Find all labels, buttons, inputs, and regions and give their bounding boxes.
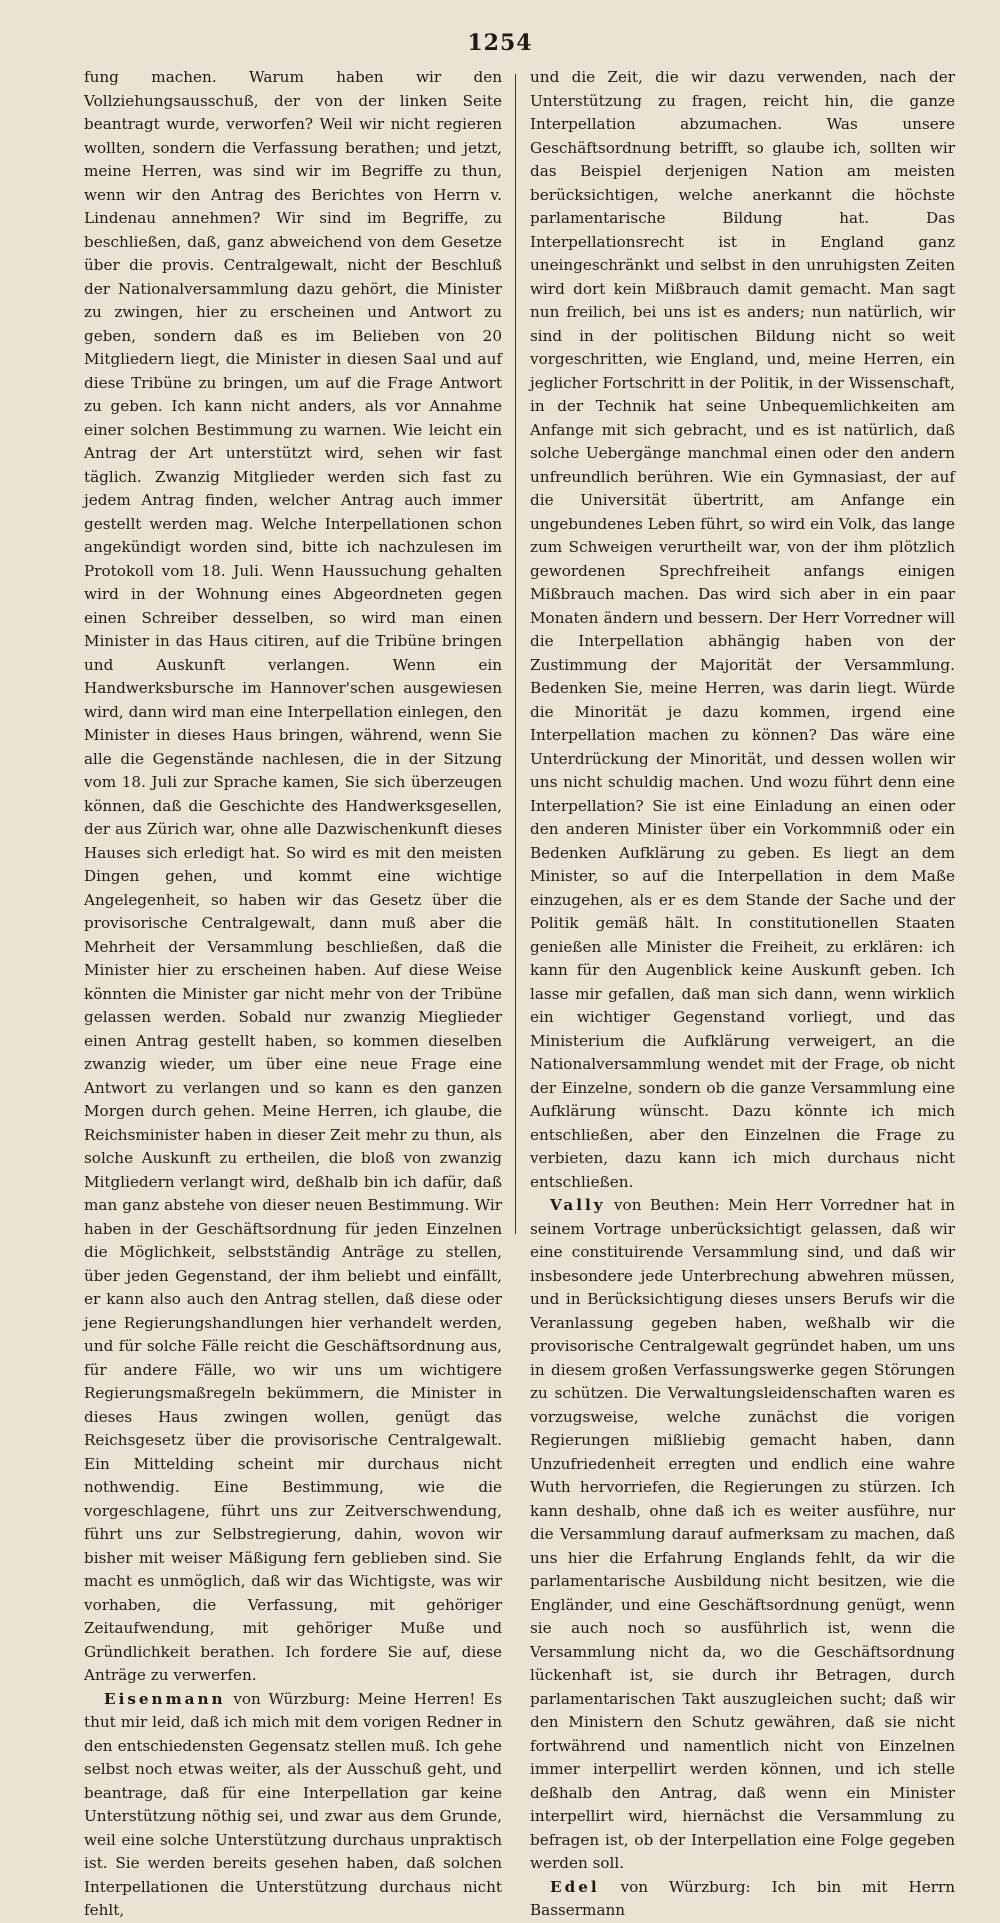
speech-paragraph	[530, 1876, 955, 1923]
column-divider	[515, 74, 516, 1234]
right-column	[530, 66, 955, 1919]
speech-paragraph	[84, 1688, 502, 1923]
paragraph: fung machen. Warum haben wir den Vollziehungsausschuß, der von der linken Seite beantragt wurde, verworfen? Weil wir nicht regieren wollten, sondern die Verfassung berathen; und jetzt, meine Herren, was sind wir im Begriffe zu thun, wenn wir den Antrag des Berichtes von Herrn v. Lindenau annehmen? Wir sind im Begriffe, zu beschließen, daß, ganz abweichend von dem Gesetze über die provis. Centralgewalt, nicht der Beschluß der Nationalversammlung dazu gehört, die Minister zu zwingen, hier zu erscheinen und Antwort zu geben, sondern daß es im Belieben von 20 Mitgliedern liegt, die Minister in diesen Saal und auf diese Tribüne zu bringen, um auf die Frage Antwort zu geben. Ich kann nicht anders, als vor Annahme einer solchen Bestimmung zu warnen. Wie leicht ein Antrag der Art unterstützt wird, sehen wir fast täglich. Zwanzig Mitglieder werden sich fast zu jedem Antrag finden, welcher Antrag auch immer gestellt werden mag. Welche Interpellationen schon angekündigt worden sind, bitte ich nachzulesen im Protokoll vom 18. Juli. Wenn Haussuchung gehalten wird in der Wohnung eines Abgeordneten gegen einen Schreiber desselben, so wird man einen Minister in das Haus citiren, auf die Tribüne bringen und Auskunft verlangen. Wenn ein Handwerksbursche im Hannover'schen ausgewiesen wird, dann wird man eine Interpellation einlegen, den Minister in dieses Haus bringen, während, wenn Sie alle die Gegenstände nachlesen, die in der Sitzung vom 18. Juli zur Sprache kamen, Sie sich überzeugen können, daß die Geschichte des Handwerksgesellen, der aus Zürich war, ohne alle Dazwischenkunft dieses Hauses sich erledigt hat. So wird es mit den meisten Dingen gehen, und kommt eine wichtige Angelegenheit, so haben wir das Gesetz über die provisorische Centralgewalt, dann muß aber die Mehrheit der Versammlung beschließen, daß die Minister hier zu erscheinen haben. Auf diese Weise könnten die Minister gar nicht mehr von der Tribüne gelassen werden. Sobald nur zwanzig Mieglieder einen Antrag gestellt haben, so kommen dieselben zwanzig wieder, um über eine neue Frage eine Antwort zu verlangen und so kann es den ganzen Morgen durch gehen. Meine Herren, ich glaube, die Reichsminister haben in dieser Zeit mehr zu thun, als solche Auskunft zu ertheilen, die bloß von zwanzig Mitgliedern verlangt wird, deßhalb bin ich dafür, daß man ganz abstehe von dieser neuen Bestimmung. Wir haben in der Geschäftsordnung für jeden Einzelnen die Möglichkeit, selbstständig Anträge zu stellen, über jeden Gegenstand, der ihm beliebt und einfällt, er kann also auch den Antrag stellen, daß diese oder jene Regierungshandlungen hier verhandelt werden, und für solche Fälle reicht die Geschäftsordnung aus, für andere Fälle, wo wir uns um wichtigere Regierungsmaßregeln bekümmern, die Minister in dieses Haus zwingen wollen, genügt das Reichsgesetz über die provisorische Centralgewalt. Ein Mittelding scheint mir durchaus nicht nothwendig. Eine Bestimmung, wie die vorgeschlagene, führt uns zur Zeitverschwendung, führt uns zur Selbstregierung, dahin, wovon wir bisher mit weiser Mäßigung fern geblieben sind. Sie macht es unmöglich, daß wir das Wichtigste, was wir vorhaben, die Verfassung, mit gehöriger Zeitaufwendung, mit gehöriger Muße und Gründlichkeit berathen. Ich fordere Sie auf, diese Anträge zu verwerfen.	[84, 68, 502, 1684]
speech-text: von Würzburg: Meine Herren! Es thut mir leid, daß ich mich mit dem vorigen Redner in den entschiedensten Gegensatz stellen muß. Ich gehe selbst noch etwas weiter, als der Ausschuß geht, und beantrage, daß für eine Interpellation gar keine Unterstützung nöthig sei, und zwar aus dem Grunde, weil eine solche Unterstützung durchaus unpraktisch ist. Sie werden bereits gesehen haben, daß solchen Interpellationen die Unterstützung durchaus nicht fehlt,	[84, 1689, 502, 1919]
speaker-name: Vally	[550, 1196, 606, 1214]
speaker-name: Edel	[550, 1877, 600, 1896]
paragraph: und die Zeit, die wir dazu verwenden, nach der Unterstützung zu fragen, reicht hin, die ganze Interpellation abzumachen. Was unsere Geschäftsordnung betrifft, so glaube ich, sollten wir das Beispiel derjenigen Nation am meisten berücksichtigen, welche anerkannt die höchste parlamentarische Bildung hat. Das Interpellationsrecht ist in England ganz uneingeschränkt und selbst in den unruhigsten Zeiten wird dort kein Mißbrauch damit gemacht. Man sagt nun freilich, bei uns ist es anders; nun natürlich, wir sind in der politischen Bildung nicht so weit vorgeschritten, wie England, und, meine Herren, ein jeglicher Fortschritt in der Politik, in der Wissenschaft, in der Technik hat seine Unbequemlichkeiten am Anfange mit sich gebracht, und es ist natürlich, daß solche Uebergänge manchmal einen oder den andern unfreundlich berühren. Wie ein Gymnasiast, der auf die Universität übertritt, am Anfange ein ungebundenes Leben führt, so wird ein Volk, das lange zum Schweigen verurtheilt war, von der ihm plötzlich gewordenen Sprechfreiheit anfangs einigen Mißbrauch machen. Das wird sich aber in ein paar Monaten ändern und bessern. Der Herr Vorredner will die Interpellation abhängig haben von der Zustimmung der Majorität der Versammlung. Bedenken Sie, meine Herren, was darin liegt. Würde die Minorität je dazu kommen, irgend eine Interpellation machen zu können? Das wäre eine Unterdrückung der Minorität, und dessen wollen wir uns nicht schuldig machen. Und wozu führt denn eine Interpellation? Sie ist eine Einladung an einen oder den anderen Minister über ein Vorkommniß oder ein Bedenken Aufklärung zu geben. Es liegt an dem Minister, so auf die Interpellation in dem Maße einzugehen, als er es dem Stande der Sache und der Politik gemäß hält. In constitutionellen Staaten genießen alle Minister die Freiheit, zu erklären: ich kann für den Augenblick keine Auskunft geben. Ich lasse mir gefallen, daß man sich dann, wenn wirklich ein wichtiger Gegenstand vorliegt, und das Ministerium die Aufklärung verweigert, an die Nationalversammlung wendet mit der Frage, ob nicht der Einzelne, sondern ob die ganze Versammlung eine Aufklärung wünscht. Dazu könnte ich mich entschließen, aber den Einzelnen die Frage zu verbieten, dazu kann ich mich durchaus nicht entschließen.	[530, 68, 955, 1191]
speech-text: von Würzburg: Ich bin mit Herrn Bassermann	[530, 1877, 955, 1919]
speaker-name: Eisenmann	[104, 1689, 226, 1708]
page-number: 1254	[467, 30, 533, 56]
speech-text: von Beuthen: Mein Herr Vorredner hat in seinem Vortrage unberücksichtigt gelassen, daß wir eine constituirende Versammlung sind, und daß wir insbesondere jede Unterbrechung abwehren müssen, und in Berücksichtigung dieses unsers Berufs wir die Veranlassung gegeben haben, weßhalb wir die provisorische Centralgewalt gegründet haben, um uns in diesem großen Verfassungswerke gegen Störungen zu schützen. Die Verwaltungsleidenschaften waren es vorzugsweise, welche zunächst die vorigen Regierungen mißliebig gemacht haben, dann Unzufriedenheit erregten und endlich eine wahre Wuth hervorriefen, die Regierungen zu stürzen. Ich kann deshalb, ohne daß ich es weiter ausführe, nur die Versammlung darauf aufmerksam zu machen, daß uns hier die Erfahrung Englands fehlt, da wir die parlamentarische Ausbildung nicht besitzen, wie die Engländer, und eine Geschäftsordnung genügt, wenn sie auch noch so ausführlich ist, wenn die Versammlung nicht da, wo die Geschäftsordnung lückenhaft ist, sie durch ihr Betragen, durch parlamentarischen Takt auszugleichen sucht; daß wir den Ministern den Schutz gewähren, daß sie nicht fortwährend und namentlich nicht von Einzelnen immer interpellirt werden können, und ich stelle deßhalb den Antrag, daß wenn ein Minister interpellirt wird, hiernächst die Versammlung zu befragen ist, ob der Interpellation eine Folge gegeben werden soll.	[530, 1196, 955, 1872]
speech-paragraph	[530, 1194, 955, 1876]
left-column	[84, 66, 502, 1919]
